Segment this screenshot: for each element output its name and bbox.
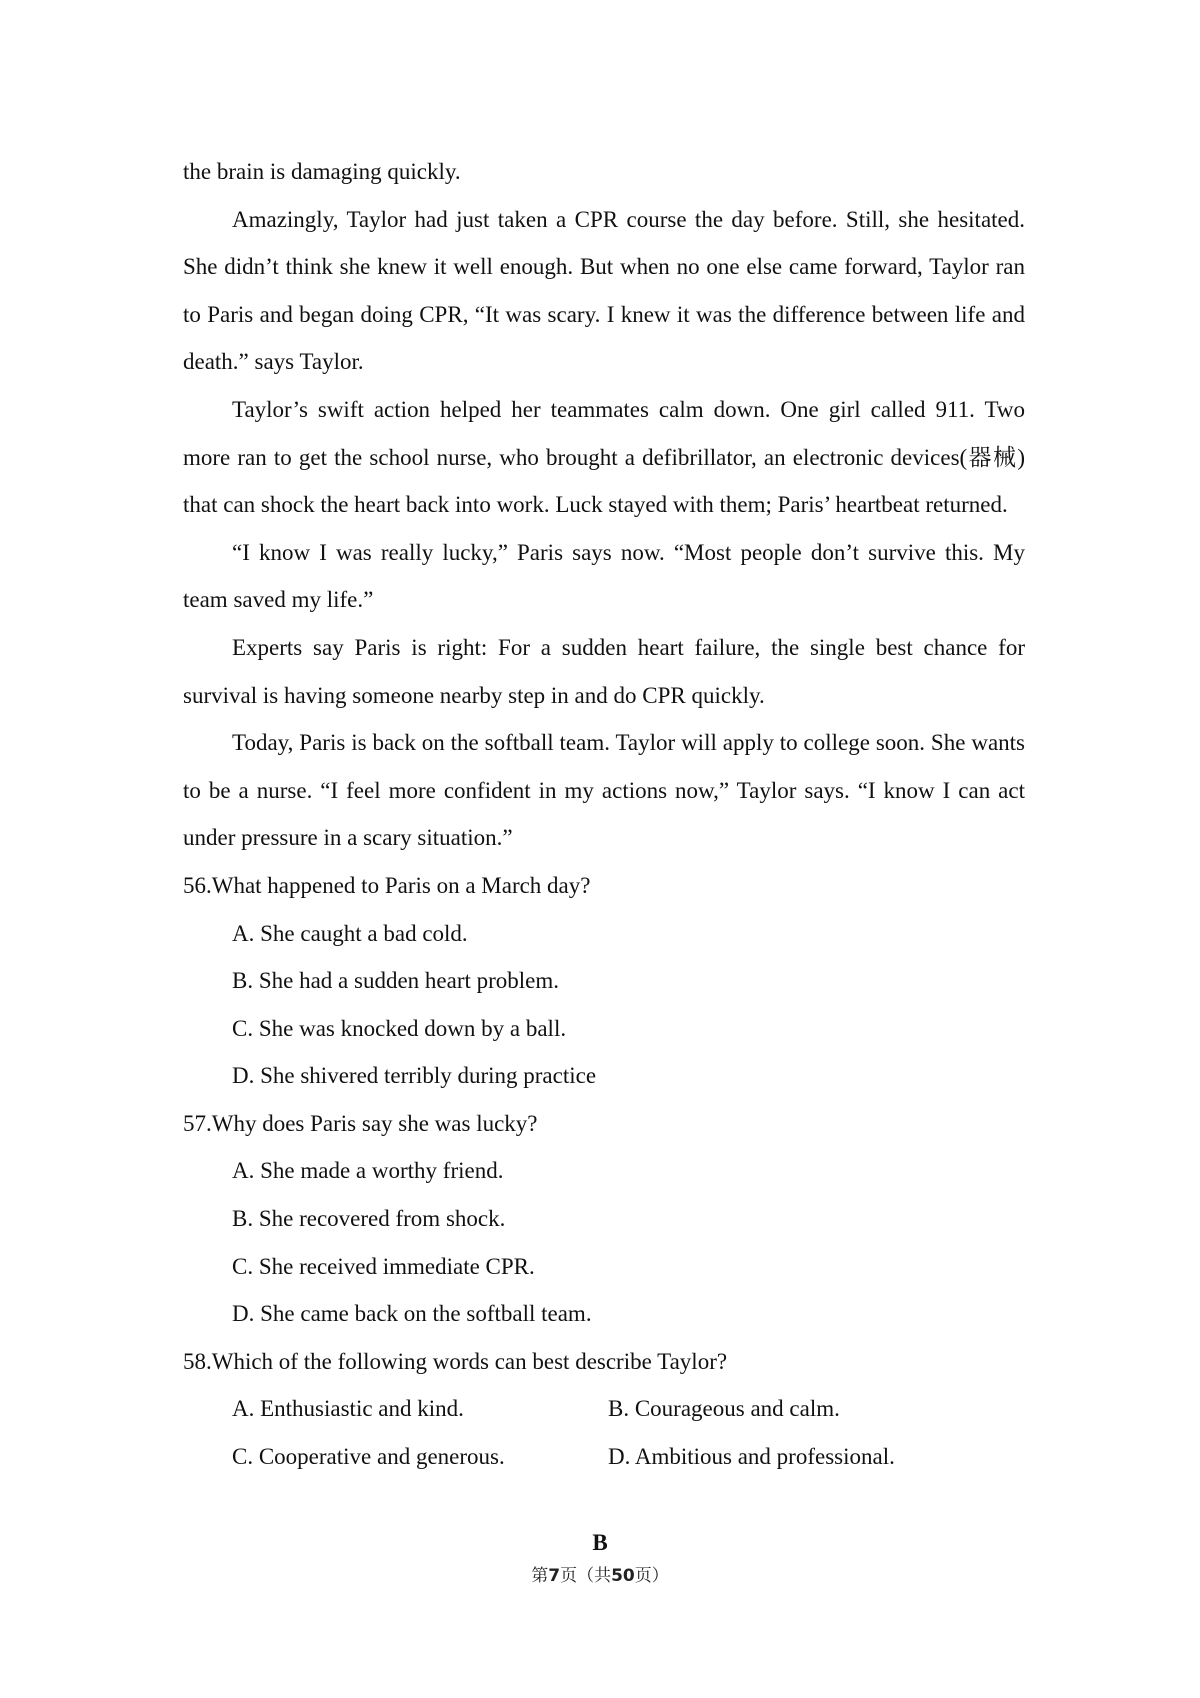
question-56 bbox=[183, 862, 1025, 1100]
option-b: B. She had a sudden heart problem. bbox=[232, 968, 560, 994]
passage-paragraph: “I know I was really lucky,” Paris says now. “Most people don’t survive this. My team saved my life.” bbox=[183, 539, 1025, 613]
footer-page-number: 7 bbox=[548, 1566, 561, 1586]
question-stem: 58.Which of the following words can best describe Taylor? bbox=[183, 1348, 728, 1374]
option-d: D. She came back on the softball team. bbox=[232, 1301, 592, 1327]
footer-suffix: 页） bbox=[634, 1566, 669, 1586]
option-a: A. Enthusiastic and kind. bbox=[232, 1396, 464, 1422]
passage-paragraph: the brain is damaging quickly. bbox=[183, 159, 461, 184]
footer-middle: 页（共 bbox=[560, 1566, 612, 1586]
option-a: A. She made a worthy friend. bbox=[232, 1158, 504, 1184]
passage-paragraph: Taylor’s swift action helped her teammates calm down. One girl called 911. Two more ran to get the school nurse, who brought a defibrillator, an electronic devices(器械) that can shock the heart back into work. Luck stayed with them; Paris’ heartbeat returned. bbox=[183, 396, 1025, 518]
option-row bbox=[183, 1385, 1025, 1433]
option-c: C. She received immediate CPR. bbox=[232, 1253, 535, 1279]
page-footer bbox=[0, 1561, 1200, 1586]
footer-total-pages: 50 bbox=[611, 1566, 635, 1586]
passage-paragraph: Today, Paris is back on the softball team. Taylor will apply to college soon. She wants to be a nurse. “I feel more confident in my actions now,” Taylor says. “I know I can act under pressure in a scary situation.” bbox=[183, 730, 1025, 851]
question-58 bbox=[183, 1338, 1025, 1481]
option-c: C. She was knocked down by a ball. bbox=[232, 1015, 567, 1041]
footer-prefix: 第 bbox=[531, 1566, 549, 1586]
section-label: B bbox=[592, 1530, 608, 1555]
reading-passage bbox=[183, 148, 1025, 1481]
question-stem: 56.What happened to Paris on a March day? bbox=[183, 872, 591, 898]
passage-paragraph: Experts say Paris is right: For a sudden heart failure, the single best chance for survival is having someone nearby step in and do CPR quickly. bbox=[183, 634, 1025, 708]
passage-paragraph: Amazingly, Taylor had just taken a CPR course the day before. Still, she hesitated. She didn’t think she knew it well enough. But when no one else came forward, Taylor ran to Paris and began doing CPR, “It was scary. I knew it was the difference between life and death.” says Taylor. bbox=[183, 206, 1025, 375]
option-b: B. Courageous and calm. bbox=[608, 1396, 840, 1422]
question-stem: 57.Why does Paris say she was lucky? bbox=[183, 1110, 538, 1136]
option-d: D. Ambitious and professional. bbox=[608, 1444, 895, 1470]
option-c: C. Cooperative and generous. bbox=[232, 1444, 505, 1470]
option-row bbox=[183, 1433, 1025, 1481]
option-b: B. She recovered from shock. bbox=[232, 1206, 506, 1232]
option-d: D. She shivered terribly during practice bbox=[232, 1063, 597, 1089]
option-a: A. She caught a bad cold. bbox=[232, 920, 468, 946]
question-57 bbox=[183, 1100, 1025, 1338]
